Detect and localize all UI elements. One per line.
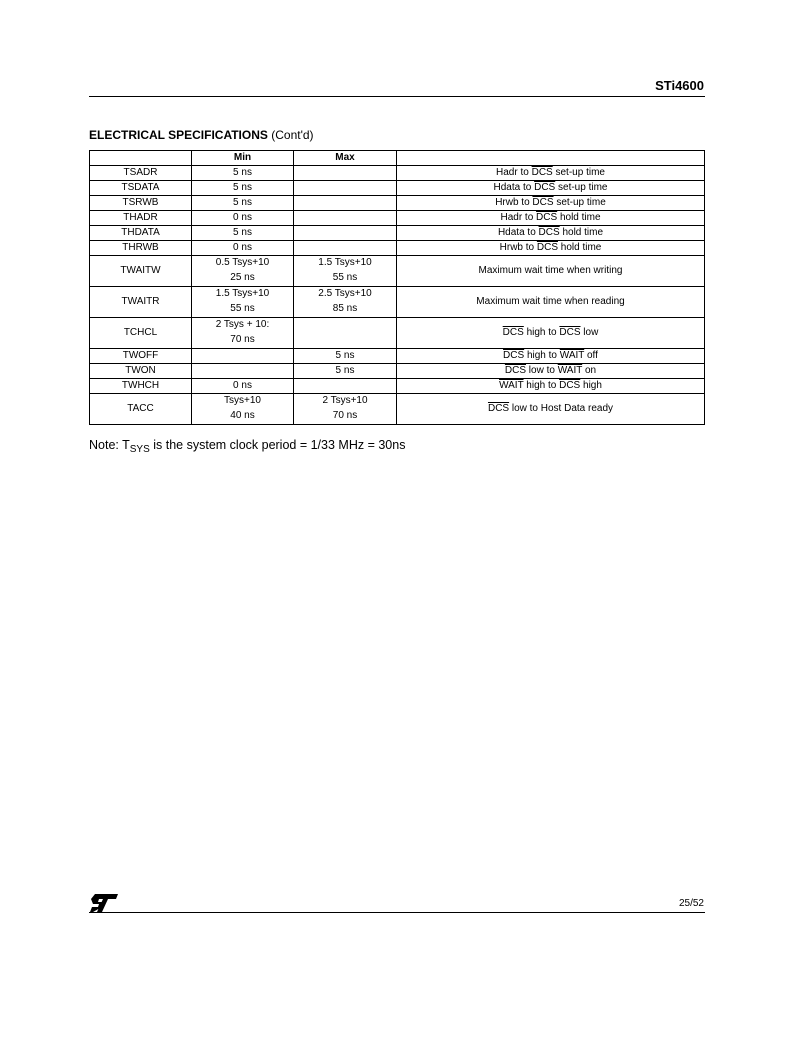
max-value: 1.5 Tsys+10 bbox=[318, 257, 372, 268]
description-cell bbox=[397, 241, 705, 256]
signal-name: $\overline{DCS}$ bbox=[504, 365, 527, 376]
st-logo-icon bbox=[89, 893, 119, 913]
section-title-suffix: (Cont'd) bbox=[267, 128, 314, 142]
max-value: 55 ns bbox=[332, 272, 358, 283]
description-cell bbox=[397, 349, 705, 364]
min-value: Tsys+10 bbox=[224, 395, 261, 406]
description-text: Maximum wait time when reading bbox=[476, 296, 625, 307]
param-cell: TCHCL bbox=[90, 318, 192, 349]
signal-name: $\overline{DCS}$ bbox=[559, 327, 581, 338]
column-header-param bbox=[90, 151, 192, 166]
table-row bbox=[90, 364, 705, 379]
description-text: high to bbox=[524, 350, 560, 361]
description-cell bbox=[397, 196, 705, 211]
signal-name: $\overline{DCS}$ bbox=[538, 227, 560, 238]
description-cell bbox=[397, 166, 705, 181]
signal-name: $\overline{DCS}$ bbox=[487, 403, 510, 414]
param-cell: TSDATA bbox=[90, 181, 192, 196]
description-text: off bbox=[584, 350, 598, 361]
min-cell bbox=[192, 226, 294, 241]
table-row bbox=[90, 211, 705, 226]
max-cell bbox=[294, 318, 397, 349]
param-cell: THADR bbox=[90, 211, 192, 226]
max-value: 5 ns bbox=[335, 365, 355, 376]
description-text: hold time bbox=[558, 242, 602, 253]
table-row bbox=[90, 166, 705, 181]
max-cell bbox=[294, 256, 397, 287]
signal-name: $\overline{DCS}$ bbox=[534, 182, 556, 193]
description-text: on bbox=[582, 365, 597, 376]
description-cell bbox=[397, 379, 705, 394]
table-row bbox=[90, 241, 705, 256]
max-value bbox=[294, 333, 396, 348]
max-cell bbox=[294, 287, 397, 318]
param-cell: TSRWB bbox=[90, 196, 192, 211]
page-number: 25/52 bbox=[678, 898, 704, 909]
signal-name: $\overline{DCS}$ bbox=[503, 350, 525, 361]
description-text: hold time bbox=[559, 227, 604, 238]
description-text: Maximum wait time when writing bbox=[478, 265, 623, 276]
max-cell bbox=[294, 211, 397, 226]
signal-name: WAIT bbox=[559, 350, 585, 361]
param-cell: TWON bbox=[90, 364, 192, 379]
description-cell bbox=[397, 364, 705, 379]
note-prefix: Note: T bbox=[89, 438, 130, 452]
min-value: 40 ns bbox=[230, 410, 255, 421]
description-cell bbox=[397, 318, 705, 349]
min-value: 25 ns bbox=[230, 272, 255, 283]
min-cell bbox=[192, 287, 294, 318]
max-cell bbox=[294, 394, 397, 425]
signal-name: $\overline{DCS}$ bbox=[536, 242, 558, 253]
min-cell bbox=[192, 241, 294, 256]
signal-name: $\overline{DCS}$ bbox=[531, 167, 553, 178]
max-value: 2 Tsys+10 bbox=[322, 395, 368, 406]
spec-table bbox=[89, 150, 705, 425]
note-suffix: is the system clock period = 1/33 MHz = 30ns bbox=[149, 438, 406, 452]
min-cell bbox=[192, 166, 294, 181]
param-cell: TWAITR bbox=[90, 287, 192, 318]
min-value: 0 ns bbox=[233, 212, 252, 223]
max-value: 2.5 Tsys+10 bbox=[318, 288, 372, 299]
description-text: low bbox=[580, 327, 599, 338]
max-cell bbox=[294, 379, 397, 394]
min-cell bbox=[192, 196, 294, 211]
column-header-description bbox=[397, 151, 705, 166]
section-title: ELECTRICAL SPECIFICATIONS bbox=[89, 128, 268, 142]
description-text: hold time bbox=[557, 212, 601, 223]
signal-name: WAIT bbox=[557, 365, 583, 376]
note bbox=[89, 438, 405, 455]
description-text: high bbox=[580, 380, 602, 391]
section-heading bbox=[89, 128, 314, 142]
description-cell bbox=[397, 211, 705, 226]
max-cell bbox=[294, 364, 397, 379]
param-cell: TWHCH bbox=[90, 379, 192, 394]
table-body bbox=[90, 166, 705, 425]
max-cell bbox=[294, 196, 397, 211]
note-subscript: SYS bbox=[129, 444, 150, 455]
max-cell bbox=[294, 226, 397, 241]
max-cell bbox=[294, 349, 397, 364]
min-cell bbox=[192, 211, 294, 226]
max-cell bbox=[294, 181, 397, 196]
description-text: Hdata to bbox=[493, 182, 535, 193]
max-value: 85 ns bbox=[332, 303, 358, 314]
table-row bbox=[90, 394, 705, 425]
description-text: Hrwb to bbox=[499, 242, 537, 253]
max-cell bbox=[294, 166, 397, 181]
description-text: set-up time bbox=[553, 197, 606, 208]
description-text: Hdata to bbox=[497, 227, 539, 238]
min-value: 5 ns bbox=[233, 182, 252, 193]
param-cell: TWAITW bbox=[90, 256, 192, 287]
table-row bbox=[90, 196, 705, 211]
description-cell bbox=[397, 181, 705, 196]
description-text: set-up time bbox=[552, 167, 605, 178]
table-row bbox=[90, 181, 705, 196]
description-cell bbox=[397, 287, 705, 318]
description-text: low to Host Data ready bbox=[509, 403, 614, 414]
min-cell bbox=[192, 379, 294, 394]
signal-name: $\overline{DCS}$ bbox=[532, 197, 554, 208]
min-value: 0 ns bbox=[233, 242, 252, 253]
footer-rule bbox=[89, 912, 705, 913]
min-value: 5 ns bbox=[233, 227, 252, 238]
max-cell bbox=[294, 241, 397, 256]
header-rule bbox=[89, 96, 705, 97]
min-cell bbox=[192, 394, 294, 425]
min-value: 5 ns bbox=[233, 197, 252, 208]
description-text: set-up time bbox=[555, 182, 608, 193]
signal-name: WAIT bbox=[499, 380, 524, 391]
description-text: Hadr to bbox=[496, 167, 532, 178]
table-row bbox=[90, 318, 705, 349]
description-text: high to bbox=[523, 380, 560, 391]
min-value: 5 ns bbox=[233, 167, 252, 178]
description-cell bbox=[397, 256, 705, 287]
min-cell bbox=[192, 256, 294, 287]
signal-name: $\overline{DCS}$ bbox=[502, 327, 524, 338]
max-value: 5 ns bbox=[335, 350, 355, 361]
description-text: Hadr to bbox=[500, 212, 537, 223]
description-cell bbox=[397, 394, 705, 425]
signal-name: $\overline{DCS}$ bbox=[559, 380, 581, 391]
min-value: 0.5 Tsys+10 bbox=[215, 257, 270, 268]
description-text: high to bbox=[523, 327, 560, 338]
table-row bbox=[90, 349, 705, 364]
column-header-max: Max bbox=[294, 151, 397, 166]
description-cell bbox=[397, 226, 705, 241]
min-value: 70 ns bbox=[230, 334, 255, 345]
min-value: 1.5 Tsys+10 bbox=[215, 288, 270, 299]
max-value: 70 ns bbox=[332, 410, 358, 421]
table-row bbox=[90, 287, 705, 318]
param-cell: TWOFF bbox=[90, 349, 192, 364]
min-cell bbox=[192, 364, 294, 379]
min-value: 2 Tsys + 10: bbox=[215, 319, 270, 330]
min-cell bbox=[192, 349, 294, 364]
param-cell: TACC bbox=[90, 394, 192, 425]
param-cell: THRWB bbox=[90, 241, 192, 256]
document-title: STi4600 bbox=[655, 78, 704, 93]
param-cell: TSADR bbox=[90, 166, 192, 181]
param-cell: THDATA bbox=[90, 226, 192, 241]
description-text: low to bbox=[526, 365, 558, 376]
table-row bbox=[90, 256, 705, 287]
signal-name: $\overline{DCS}$ bbox=[536, 212, 558, 223]
table-row bbox=[90, 226, 705, 241]
max-value bbox=[294, 318, 396, 333]
min-value: 55 ns bbox=[230, 303, 255, 314]
min-cell bbox=[192, 181, 294, 196]
min-value: 0 ns bbox=[233, 380, 252, 391]
min-cell bbox=[192, 318, 294, 349]
description-text: Hrwb to bbox=[495, 197, 533, 208]
table-header-row bbox=[90, 151, 705, 166]
column-header-min: Min bbox=[192, 151, 294, 166]
table-row bbox=[90, 379, 705, 394]
